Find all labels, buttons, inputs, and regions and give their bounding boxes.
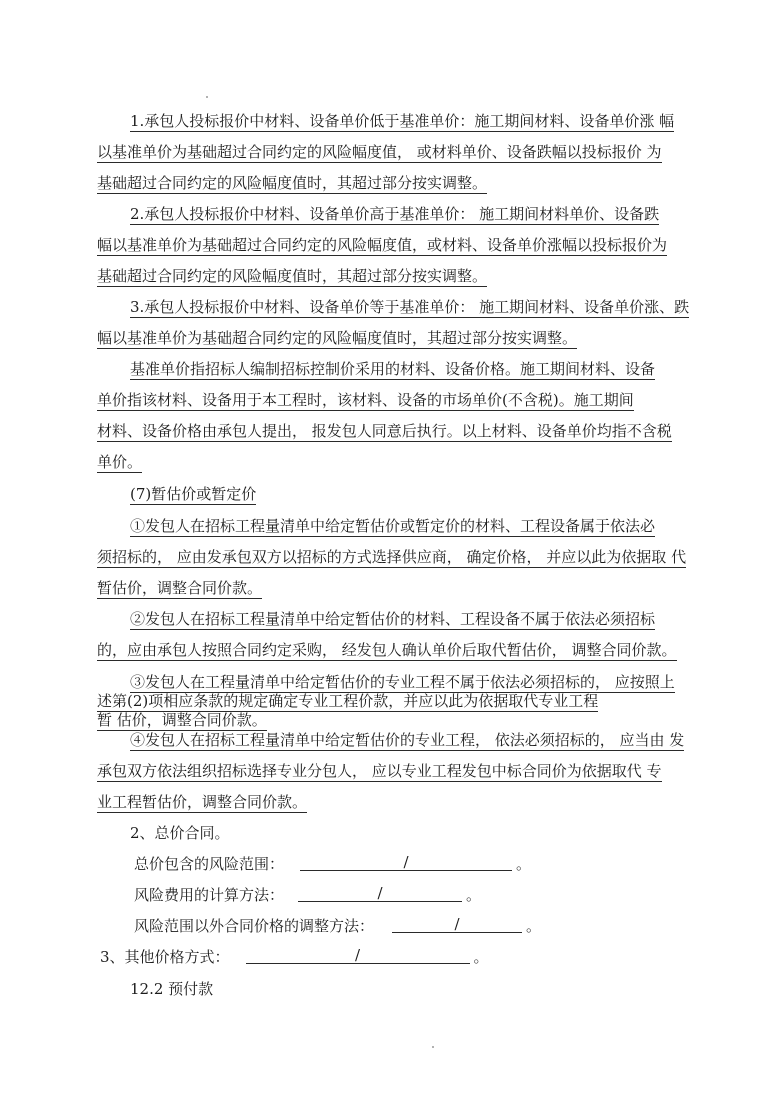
- paragraph-7-line-3: 暂 估价，调整合同价款。: [97, 711, 267, 729]
- paragraph-4-line-1: 基准单价指招标人编制招标控制价采用的材料、设备价格。施工期间材料、设备: [130, 360, 656, 378]
- paragraph-8-line-3: 业工程暂估价，调整合同价款。: [97, 793, 308, 811]
- other-price-field: 3、其他价格方式： / 。: [100, 946, 489, 966]
- paragraph-7-line-1: ③发包人在工程量清单中给定暂估价的专业工程不属于依法必须招标的， 应按照上: [130, 673, 675, 691]
- paragraph-6-line-2: 的，应由承包人按照合同约定采购， 经发包人确认单价后取代暂估价， 调整合同价款。: [97, 641, 677, 659]
- paragraph-4-line-3: 材料、设备价格由承包人提出， 报发包人同意后执行。以上材料、设备单价均指不含税: [97, 422, 672, 440]
- risk-fee-blank: /: [298, 886, 462, 902]
- paragraph-2-line-1: 2.承包人投标报价中材料、设备单价高于基准单价： 施工期间材料单价、设备跌: [130, 205, 660, 223]
- paragraph-1-line-1: 1.承包人投标报价中材料、设备单价低于基准单价：施工期间材料、设备单价涨 幅: [130, 112, 675, 130]
- paragraph-1-line-3: 基础超过合同约定的风险幅度值时，其超过部分按实调整。: [97, 174, 488, 192]
- price-adjust-blank: /: [392, 917, 522, 933]
- paragraph-3-line-1: 3.承包人投标报价中材料、设备单价等于基准单价： 施工期间材料、设备单价涨、跌: [130, 298, 690, 316]
- paragraph-2-line-2: 幅以基准单价为基础超过合同约定的风险幅度值，或材料、设备单价涨幅以投标报价为: [97, 236, 668, 254]
- subsection-heading-7: (7)暂估价或暂定价: [130, 485, 257, 503]
- paragraph-7-line-2: 述第(2)项相应条款的规定确定专业工程价款，并应以此为依据取代专业工程: [97, 692, 599, 710]
- other-price-blank: /: [246, 948, 470, 964]
- paragraph-2-line-3: 基础超过合同约定的风险幅度值时，其超过部分按实调整。: [97, 267, 488, 285]
- risk-fee-field: 风险费用的计算方法： / 。: [134, 884, 482, 904]
- paragraph-5-line-3: 暂估价，调整合同价款。: [97, 579, 263, 597]
- risk-scope-field: 总价包含的风险范围： / 。: [134, 853, 532, 873]
- price-adjust-field: 风险范围以外合同价格的调整方法： / 。: [134, 915, 542, 935]
- scan-speck: [206, 96, 208, 98]
- paragraph-5-line-1: ①发包人在招标工程量清单中给定暂估价或暂定价的材料、工程设备属于依法必: [130, 517, 656, 535]
- section-12-2-heading: 12.2 预付款: [130, 980, 214, 998]
- paragraph-3-line-2: 幅以基准单价为基础超合同约定的风险幅度值时，其超过部分按实调整。: [97, 329, 578, 347]
- paragraph-8-line-2: 承包双方依法组织招标选择专业分包人， 应以专业工程发包中标合同价为依据取代 专: [97, 762, 662, 780]
- paragraph-6-line-1: ②发包人在招标工程量清单中给定暂估价的材料、工程设备不属于依法必须招标: [130, 610, 656, 628]
- paragraph-5-line-2: 须招标的， 应由发承包双方以招标的方式选择供应商， 确定价格， 并应以此为依据取 代: [97, 548, 687, 566]
- paragraph-8-line-1: ④发包人在招标工程量清单中给定暂估价的专业工程， 依法必须招标的， 应当由 发: [130, 731, 685, 749]
- paragraph-1-line-2: 以基准单价为基础超过合同约定的风险幅度值， 或材料单价、设备跌幅以投标报价 为: [97, 143, 662, 161]
- section-2-heading: 2、总价合同。: [130, 824, 230, 842]
- risk-scope-blank: /: [300, 855, 512, 871]
- paragraph-4-line-2: 单价指该材料、设备用于本工程时，该材料、设备的市场单价(不含税)。施工期间: [97, 391, 634, 409]
- paragraph-4-line-4: 单价。: [97, 453, 143, 471]
- scan-speck: [432, 1046, 434, 1048]
